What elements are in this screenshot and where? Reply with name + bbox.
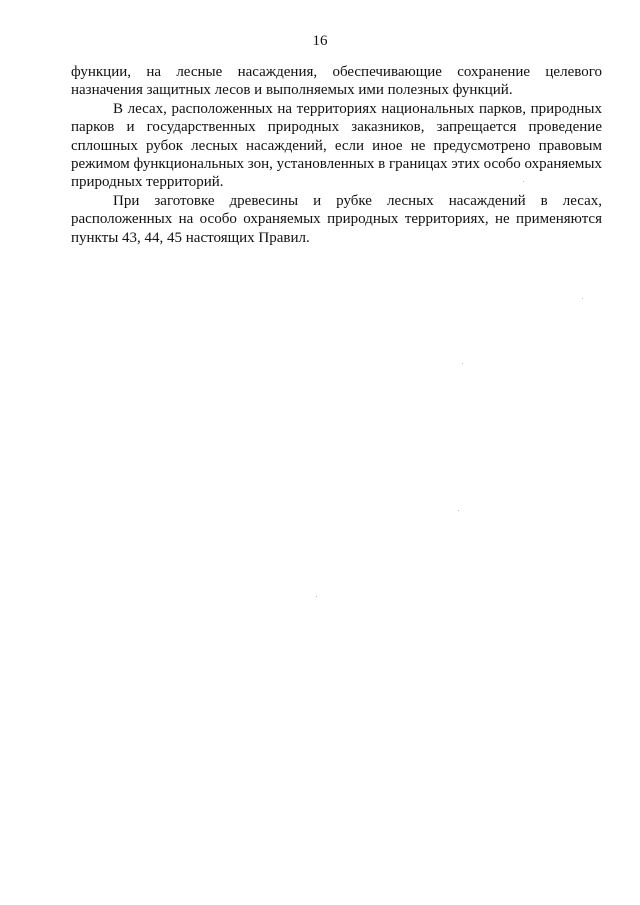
scan-speck <box>458 510 459 511</box>
page-number: 16 <box>312 33 328 49</box>
paragraph-continuation: функции, на лесные насаждения, обеспечивающие сохранение целевого назначения защитных лесов и выполняемых ими полезных функций. <box>71 64 602 99</box>
document-body <box>71 63 602 247</box>
scan-speck <box>523 181 524 182</box>
paragraph-protected-territories: При заготовке древесины и рубке лесных насаждений в лесах, расположенных на особо охраняемых природных территориях, не применяются пункты 43, 44, 45 настоящих Правил. <box>71 192 602 246</box>
scan-speck <box>316 596 317 597</box>
scan-speck <box>582 298 583 299</box>
paragraph-national-parks: В лесах, расположенных на территориях национальных парков, природных парков и государственных природных заказников, запрещается проведение сплошных рубок лесных насаждений, если иное не предусмотрено правовым режимом функциональных зон, установленных в границах этих особо охраняемых природных территорий. <box>71 100 602 191</box>
scan-speck <box>462 363 463 364</box>
